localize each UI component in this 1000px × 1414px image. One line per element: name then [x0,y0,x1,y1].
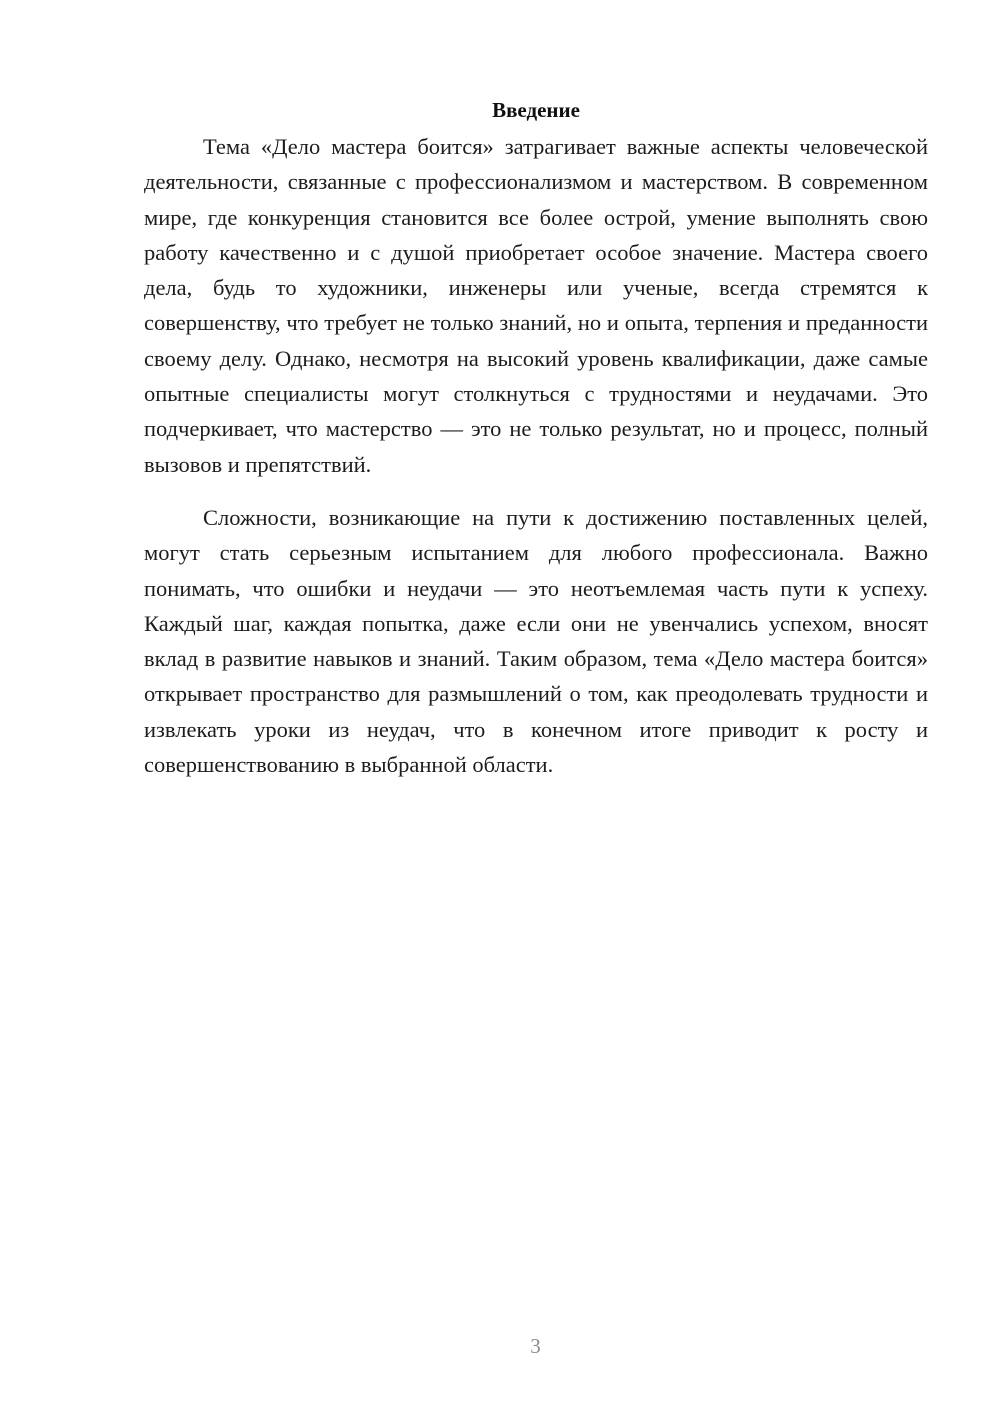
section-heading: Введение [492,98,580,122]
page-number: 3 [530,1334,541,1358]
page-content [144,92,928,782]
paragraph-1: Тема «Дело мастера боится» затрагивает важные аспекты человеческой деятельности, связанные с профессионализмом и мастерством. В современном мире, где конкуренция становится все более острой, умение выполнять свою работу качественно и с душой приобретает особое значение. Мастера своего дела, будь то художники, инженеры или ученые, всегда стремятся к совершенству, что требует не только знаний, но и опыта, терпения и преданности своему делу. Однако, несмотря на высокий уровень квалификации, даже самые опытные специалисты могут столкнуться с трудностями и неудачами. Это подчеркивает, что мастерство — это не только результат, но и процесс, полный вызовов и препятствий. [144,134,928,477]
paragraph-2: Сложности, возникающие на пути к достижению поставленных целей, могут стать серьезным испытанием для любого профессионала. Важно понимать, что ошибки и неудачи — это неотъемлемая часть пути к успеху. Каждый шаг, каждая попытка, даже если они не увенчались успехом, вносят вклад в развитие навыков и знаний. Таким образом, тема «Дело мастера боится» открывает пространство для размышлений о том, как преодолевать трудности и извлекать уроки из неудач, что в конечном итоге приводит к росту и совершенствованию в выбранной области. [144,504,928,778]
